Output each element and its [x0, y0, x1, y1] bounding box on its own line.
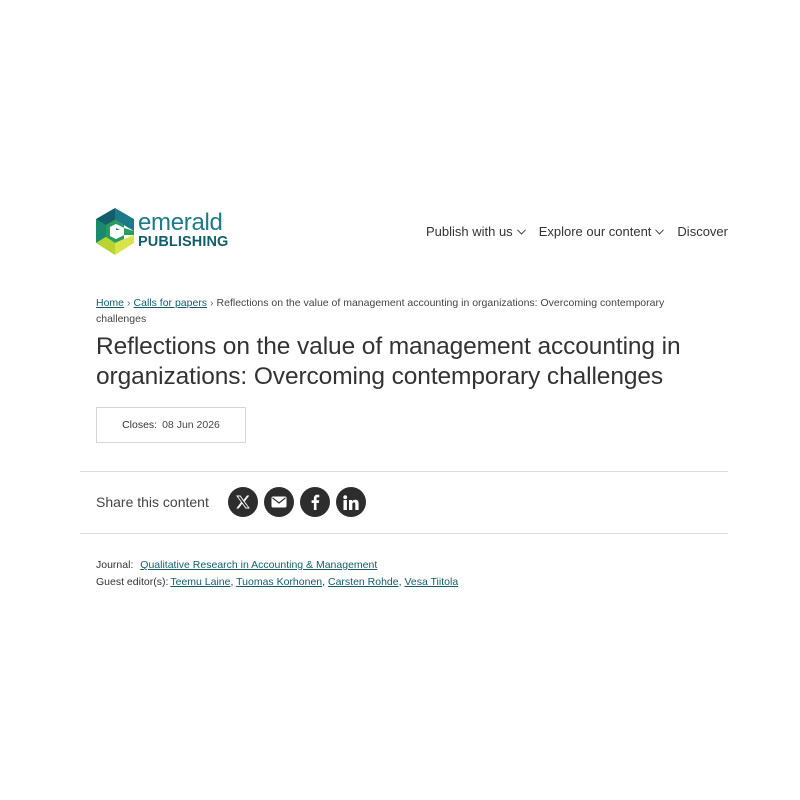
x-icon [236, 495, 250, 509]
closes-date: 08 Jun 2026 [162, 419, 220, 431]
divider-bottom [80, 533, 728, 534]
comma-separator: , [398, 576, 405, 588]
editor-link[interactable]: Carsten Rohde [327, 576, 399, 588]
logo-word-emerald: emerald [138, 209, 223, 237]
emerald-logo[interactable] [96, 208, 228, 255]
site-header [96, 208, 728, 258]
journal-row [96, 557, 458, 574]
nav-discover[interactable] [677, 224, 728, 239]
page-title: Reflections on the value of management accounting in organizations: Overcoming contemporary challenges [96, 333, 681, 390]
nav-publish-with-us[interactable] [426, 224, 526, 239]
breadcrumb-calls-for-papers[interactable]: Calls for papers [133, 297, 208, 309]
editor-link[interactable]: Tuomas Korhonen [236, 576, 323, 588]
guest-editors-label: Guest editor(s): [96, 576, 169, 588]
breadcrumb-home[interactable]: Home [96, 297, 125, 309]
editor-link[interactable]: Vesa Tiitola [404, 576, 459, 588]
journal-label: Journal: [96, 559, 134, 571]
share-facebook-button[interactable] [300, 487, 330, 517]
chevron-down-icon [655, 229, 664, 235]
breadcrumb-current: Reflections on the value of management accounting in organizations: Overcoming contemporary challenges [96, 297, 665, 325]
closing-date-box [96, 407, 246, 443]
comma-separator: , [230, 576, 237, 588]
share-bar [96, 487, 372, 517]
share-x-button[interactable] [228, 487, 258, 517]
logo-wordmark [138, 209, 229, 251]
linkedin-icon [343, 495, 359, 510]
facebook-icon [310, 494, 320, 510]
main-nav [426, 224, 728, 239]
breadcrumb [96, 295, 716, 327]
journal-link[interactable]: Qualitative Research in Accounting & Management [140, 559, 378, 571]
call-metadata [96, 557, 458, 591]
chevron-down-icon [517, 229, 526, 235]
breadcrumb-separator: › [127, 297, 131, 309]
share-linkedin-button[interactable] [336, 487, 366, 517]
editor-link[interactable]: Teemu Laine [170, 576, 231, 588]
nav-explore-our-content[interactable] [539, 224, 665, 239]
breadcrumb-separator: › [210, 297, 214, 309]
emerald-logo-icon [96, 208, 134, 255]
nav-label: Explore our content [538, 224, 652, 239]
nav-label: Discover [677, 224, 728, 239]
nav-label: Publish with us [425, 224, 513, 239]
email-icon [271, 496, 287, 508]
comma-separator: , [322, 576, 328, 588]
logo-word-publishing: PUBLISHING [138, 234, 229, 251]
share-label: Share this content [96, 494, 209, 510]
guest-editors-row [96, 574, 458, 591]
closes-label: Closes: [122, 419, 158, 431]
share-email-button[interactable] [264, 487, 294, 517]
divider-top [80, 471, 728, 472]
